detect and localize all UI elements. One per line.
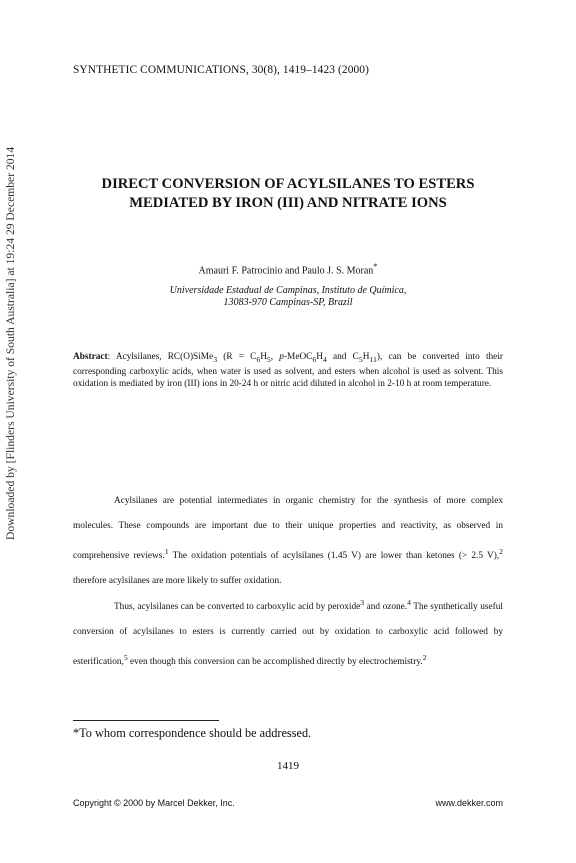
affiliation-line-2: 13083-970 Campinas-SP, Brazil [223, 297, 353, 308]
abstract-text: , [270, 352, 280, 362]
paragraph-text: The synthetically useful conversion of acylsilanes to esters is currently carried out by oxidation to carboxylic acid followed by esterification, [73, 602, 503, 668]
reference-mark: 4 [407, 598, 411, 607]
subscript: 11 [369, 354, 377, 364]
download-watermark: Downloaded by [Flinders University of South Australia] at 19:24 29 December 2014 [4, 146, 17, 540]
abstract-text: H [260, 352, 267, 362]
title-line-1: DIRECT CONVERSION OF ACYLSILANES TO ESTERS [101, 176, 475, 192]
reference-mark: 2 [422, 653, 427, 663]
paragraph-text: The oxidation potentials of acylsilanes (1.45 V) are lower than ketones (> 2.5 V), [168, 551, 500, 562]
copyright-notice: Copyright © 2000 by Marcel Dekker, Inc. [73, 798, 235, 808]
abstract-text: (R = C [217, 352, 257, 362]
abstract-text: H [316, 352, 323, 362]
abstract [73, 351, 503, 390]
paragraph-text: Acylsilanes are potential intermediates in organic chemistry for the synthesis of more complex molecules. These compounds are important due to their unique properties and reactivity, as observed in comprehensive reviews. [73, 496, 503, 562]
page-number: 1419 [277, 760, 299, 772]
footnote: *To whom correspondence should be addressed. [73, 726, 312, 740]
subscript: 3 [213, 354, 218, 364]
publisher-website-link[interactable]: www.dekker.com [435, 798, 503, 808]
subscript: 6 [256, 354, 261, 364]
abstract-text: : Acylsilanes, RC(O)SiMe [107, 352, 214, 362]
paragraph-text: even though this conversion can be accomplished directly by electrochemistry. [127, 657, 423, 668]
reference-mark: 3 [360, 598, 365, 607]
article-title [60, 175, 516, 213]
body-paragraph-1 [73, 489, 503, 594]
journal-citation: SYNTHETIC COMMUNICATIONS, 30(8), 1419–1423 (2000) [73, 64, 369, 76]
author-affiliation [60, 285, 516, 309]
title-line-2: MEDIATED BY IRON (III) AND NITRATE IONS [129, 195, 447, 211]
reference-mark: 2 [499, 547, 503, 556]
affiliation-line-1: Universidade Estadual de Campinas, Instituto de Química, [169, 285, 407, 296]
subscript: 6 [312, 354, 317, 364]
paragraph-text: therefore acylsilanes are more likely to suffer oxidation. [73, 576, 282, 587]
abstract-text: ), can be converted into their corresponding carboxylic acids, when water is used as solvent, and esters when alcohol is used as solvent. This oxidation is mediated by iron (III) ions in 20-24 h or nitric acid diluted in alcohol in 2-10 h at room temperature. [73, 352, 503, 389]
footnote-divider [73, 720, 219, 721]
reference-mark: 5 [123, 653, 128, 663]
subscript: 4 [322, 354, 327, 364]
abstract-text: H [362, 352, 370, 362]
abstract-text: -MeOC [283, 352, 313, 362]
author-list [60, 262, 516, 276]
subscript: 5 [358, 354, 363, 364]
body-paragraph-2 [73, 590, 503, 675]
abstract-label: Abstract [73, 352, 108, 362]
author-names: Amauri F. Patrocínio and Paulo J. S. Moran [198, 265, 374, 277]
abstract-text: and C [326, 352, 359, 362]
subscript: 5 [266, 354, 271, 364]
paragraph-text: and ozone. [364, 602, 408, 613]
abstract-italic: p [279, 352, 284, 362]
paragraph-text: Thus, acylsilanes can be converted to carboxylic acid by peroxide [114, 602, 361, 613]
reference-mark: 1 [164, 547, 169, 556]
corresponding-author-mark: * [373, 262, 378, 271]
